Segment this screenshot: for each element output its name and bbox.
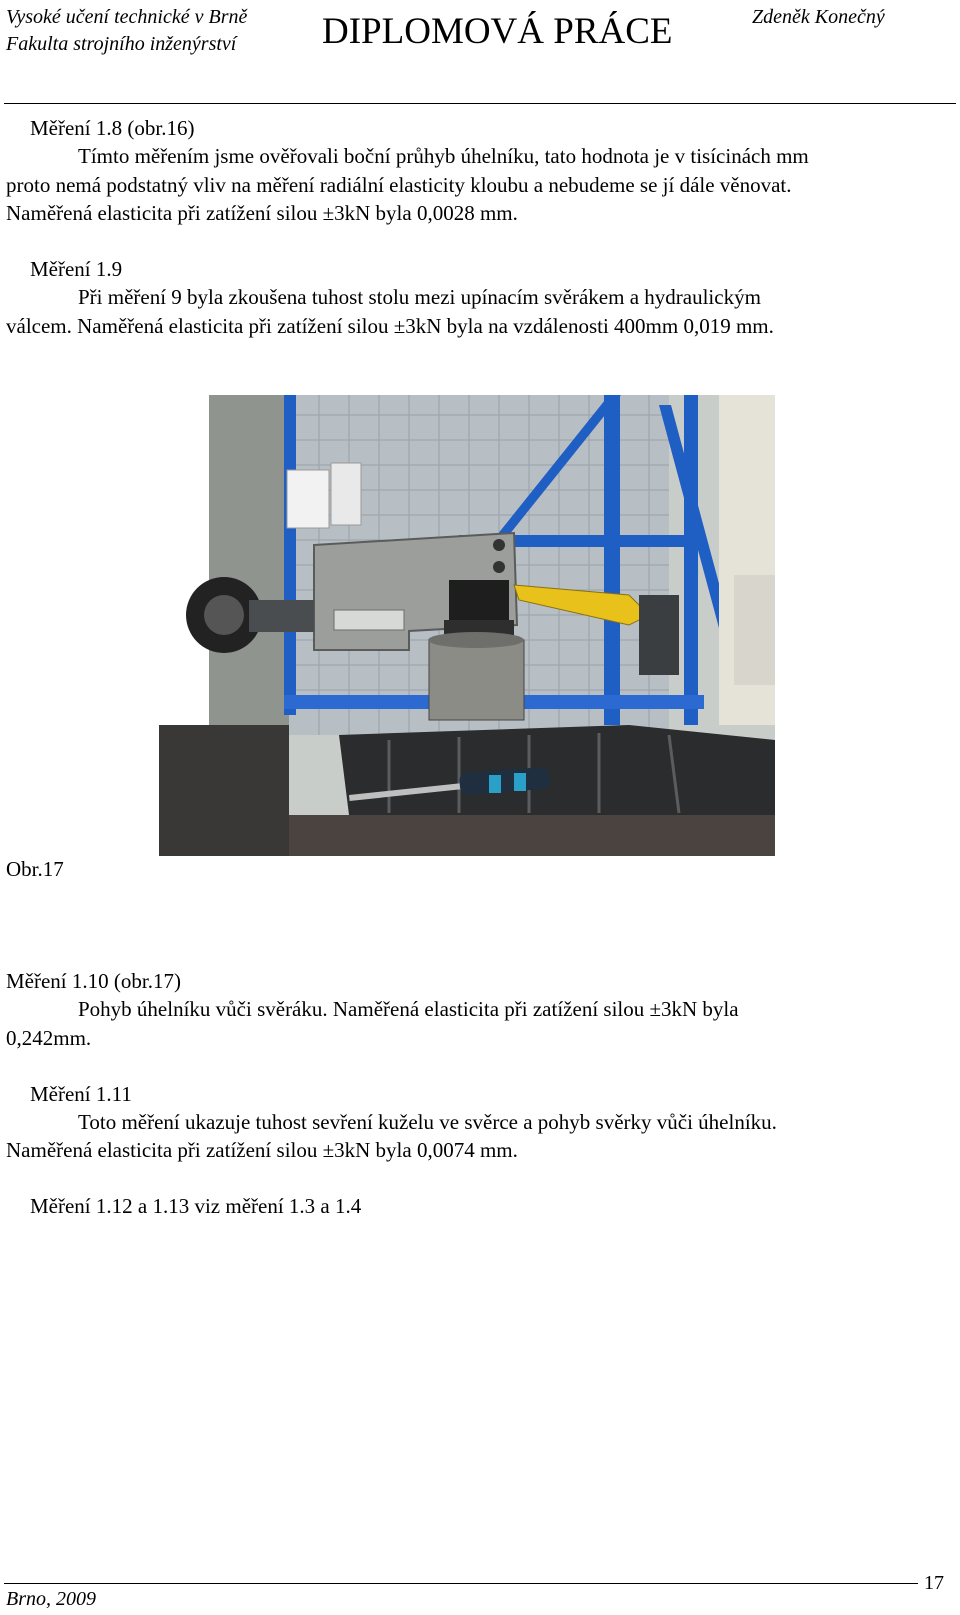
paragraph-line: Pohyb úhelníku vůči svěráku. Naměřená elasticita při zatížení silou ±3kN byla [78,997,739,1021]
paragraph-line: Naměřená elasticita při zatížení silou ±3kN byla 0,0074 mm. [6,1138,518,1162]
paragraph-line: Při měření 9 byla zkoušena tuhost stolu mezi upínacím svěrákem a hydraulickým [78,285,761,309]
header-title: DIPLOMOVÁ PRÁCE [322,11,673,52]
figure-photo-test-rig [159,395,775,856]
header-university-block [6,4,247,58]
header-university: Vysoké učení technické v Brně [6,6,248,28]
section-heading-1-11: Měření 1.11 [30,1082,132,1106]
section-heading-1-10: Měření 1.10 (obr.17) [6,969,181,993]
paragraph-line: Naměřená elasticita při zatížení silou ±3kN byla 0,0028 mm. [6,201,518,225]
header-faculty: Fakulta strojního inženýrství [6,33,237,55]
paragraph-line: 0,242mm. [6,1026,92,1050]
header-author: Zdeněk Konečný [752,6,885,28]
footer-page-number: 17 [924,1572,944,1594]
section-heading-1-9: Měření 1.9 [30,257,123,281]
paragraph-line: Toto měření ukazuje tuhost sevření kuželu ve svěrce a pohyb svěrky vůči úhelníku. [78,1110,777,1134]
footer-divider [4,1583,918,1584]
section-heading-1-12: Měření 1.12 a 1.13 viz měření 1.3 a 1.4 [30,1194,362,1218]
paragraph-line: proto nemá podstatný vliv na měření radiální elasticity kloubu a nebudeme se jí dále věnovat. [6,173,792,197]
footer-place-year: Brno, 2009 [6,1588,96,1610]
paragraph-line: Tímto měřením jsme ověřovali boční průhyb úhelníku, tato hodnota je v tisícinách mm [78,144,809,168]
section-heading-1-8: Měření 1.8 (obr.16) [30,116,195,140]
header-divider [4,103,956,104]
figure-caption: Obr.17 [6,857,64,881]
paragraph-line: válcem. Naměřená elasticita při zatížení silou ±3kN byla na vzdálenosti 400mm 0,019 mm. [6,314,774,338]
